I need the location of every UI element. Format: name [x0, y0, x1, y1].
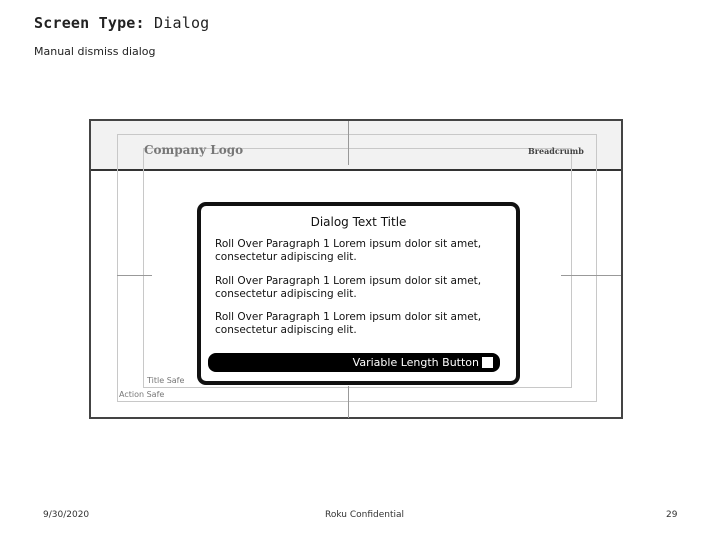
- page-subtitle: Manual dismiss dialog: [34, 45, 156, 58]
- center-guide-right: [561, 275, 621, 276]
- screen-type-heading: [34, 14, 209, 32]
- dialog-paragraph-line: Roll Over Paragraph 1 Lorem ipsum dolor sit amet,: [215, 311, 482, 323]
- screen-type-value: Dialog: [154, 14, 210, 32]
- center-guide-bottom: [348, 386, 349, 418]
- dialog-paragraph: [215, 238, 505, 264]
- action-safe-label: Action Safe: [119, 390, 165, 399]
- title-safe-label: Title Safe: [147, 376, 185, 385]
- dialog-paragraph-line: consectetur adipiscing elit.: [215, 324, 357, 336]
- company-logo: Company Logo: [144, 143, 244, 157]
- button-label: Variable Length Button: [352, 356, 479, 369]
- dialog-paragraph: [215, 311, 505, 337]
- variable-length-button[interactable]: [208, 353, 500, 372]
- center-guide-top: [348, 121, 349, 165]
- dialog-paragraph-line: Roll Over Paragraph 1 Lorem ipsum dolor sit amet,: [215, 275, 482, 287]
- dialog-title: Dialog Text Title: [310, 215, 407, 229]
- dialog-paragraph-line: Roll Over Paragraph 1 Lorem ipsum dolor sit amet,: [215, 238, 482, 250]
- footer-date: 9/30/2020: [43, 510, 90, 520]
- page-number: 29: [666, 510, 678, 520]
- breadcrumb: Breadcrumb: [528, 146, 584, 156]
- focus-indicator-icon: [482, 357, 493, 368]
- screen-type-label: Screen Type:: [34, 14, 145, 32]
- footer-confidential: Roku Confidential: [325, 510, 405, 520]
- dialog-paragraph-line: consectetur adipiscing elit.: [215, 288, 357, 300]
- dialog-paragraph: [215, 275, 505, 301]
- center-guide-left: [117, 275, 152, 276]
- dialog-paragraph-line: consectetur adipiscing elit.: [215, 251, 357, 263]
